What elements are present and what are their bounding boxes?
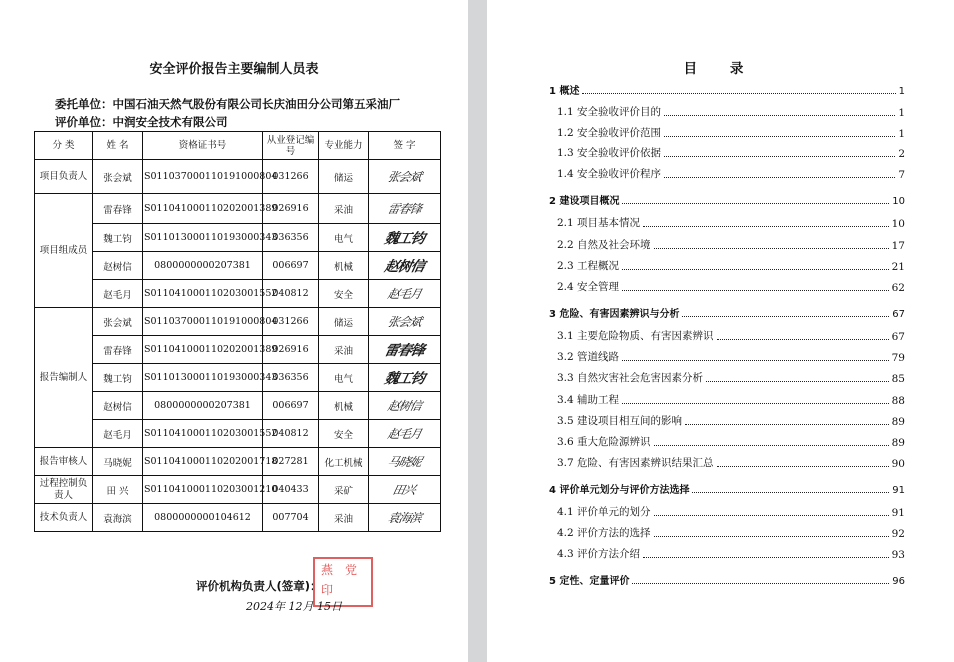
toc-entry-page: 89	[891, 437, 905, 449]
toc-entry	[549, 81, 905, 97]
toc-entry-label: 3.2 管道线路	[557, 351, 620, 363]
toc-entry-page: 85	[891, 373, 905, 385]
cert-cell: S011037000110191000804	[143, 160, 263, 194]
toc-entry-label: 3.1 主要危险物质、有害因素辨识	[557, 330, 714, 342]
handwritten-signature: 赵毛月	[386, 287, 423, 301]
handwritten-signature: 赵树信	[386, 399, 423, 413]
toc-entry-page: 96	[892, 576, 905, 587]
handwritten-signature: 田兴	[391, 483, 417, 497]
toc-entry-page: 62	[891, 282, 905, 294]
cert-cell: 0800000000207381	[143, 252, 263, 280]
toc-entry-label: 5 定性、定量评价	[549, 576, 630, 587]
toc-entry	[557, 454, 905, 470]
skill-cell: 安全	[319, 420, 369, 448]
right-document-page	[487, 0, 954, 662]
signature-cell	[369, 252, 441, 280]
toc-entry-page: 67	[891, 331, 905, 343]
reg-cell: 031266	[263, 160, 319, 194]
handwritten-signature: 雷春锋	[383, 342, 426, 359]
cert-cell: S011041000110202001389	[143, 194, 263, 224]
name-cell: 赵树信	[93, 392, 143, 420]
signature-cell	[369, 420, 441, 448]
table-row	[35, 504, 441, 532]
toc-entry-label: 3.5 建设项目相互间的影响	[557, 415, 683, 427]
reg-cell: 026916	[263, 194, 319, 224]
cert-cell: S011041000110202001718	[143, 448, 263, 476]
reg-cell: 007704	[263, 504, 319, 532]
toc-entry	[557, 278, 905, 294]
reg-cell: 036356	[263, 224, 319, 252]
staff-table	[34, 131, 441, 532]
table-row	[35, 160, 441, 194]
handwritten-signature: 赵毛月	[386, 427, 423, 441]
skill-cell: 化工机械	[319, 448, 369, 476]
toc-leader-dots	[622, 403, 889, 404]
category-cell: 报告编制人	[35, 308, 93, 448]
cert-cell: S011013000110193000343	[143, 364, 263, 392]
signature-cell	[369, 160, 441, 194]
toc-leader-dots	[654, 536, 889, 537]
toc-leader-dots	[654, 248, 889, 249]
toc-entry-label: 1.3 安全验收评价依据	[557, 147, 662, 159]
signature-cell	[369, 476, 441, 504]
toc-entry-label: 4.1 评价单元的划分	[557, 506, 651, 518]
toc-entry-label: 2 建设项目概况	[549, 196, 620, 207]
cert-cell: 0800000000104612	[143, 504, 263, 532]
toc-leader-dots	[582, 93, 895, 94]
skill-cell: 储运	[319, 308, 369, 336]
toc-entry-page: 92	[891, 528, 905, 540]
toc-leader-dots	[622, 203, 889, 204]
toc-entry	[557, 236, 905, 252]
client-unit: 委托单位：中国石油天然气股份有限公司长庆油田分公司第五采油厂	[55, 97, 400, 111]
toc-entry-label: 1.1 安全验收评价目的	[557, 106, 662, 118]
skill-cell: 采油	[319, 504, 369, 532]
signature-cell	[369, 336, 441, 364]
toc-leader-dots	[622, 269, 889, 270]
responsible-person-label: 评价机构负责人(签章)：	[196, 579, 322, 593]
toc-leader-dots	[664, 156, 895, 157]
header-cert: 资格证书号	[143, 132, 263, 160]
seal-char: 印	[321, 583, 334, 597]
toc-leader-dots	[664, 136, 895, 137]
toc-entry-label: 3.7 危险、有害因素辨识结果汇总	[557, 457, 714, 469]
toc-leader-dots	[717, 466, 889, 467]
table-row	[35, 194, 441, 224]
cert-cell: S011037000110191000804	[143, 308, 263, 336]
toc-entry	[549, 571, 905, 587]
skill-cell: 安全	[319, 280, 369, 308]
toc-entry-page: 79	[891, 352, 905, 364]
toc-entry-page: 17	[891, 240, 905, 252]
toc-entry-label: 3.3 自然灾害社会危害因素分析	[557, 372, 704, 384]
name-cell: 赵毛月	[93, 420, 143, 448]
toc-entry-page: 1	[898, 107, 905, 119]
skill-cell: 储运	[319, 160, 369, 194]
reg-cell: 026916	[263, 336, 319, 364]
toc-leader-dots	[682, 316, 889, 317]
toc-entry-label: 2.4 安全管理	[557, 281, 620, 293]
toc-entry	[557, 257, 905, 273]
cert-cell: S011041000110203001552	[143, 420, 263, 448]
toc-entry	[557, 124, 905, 140]
handwritten-signature: 魏工钧	[383, 230, 426, 247]
reg-cell: 006697	[263, 392, 319, 420]
toc-entry	[557, 165, 905, 181]
toc-entry-page: 1	[898, 86, 905, 97]
name-cell: 张会斌	[93, 308, 143, 336]
toc-entry-page: 93	[891, 549, 905, 561]
cert-cell: S011041000110203001552	[143, 280, 263, 308]
toc-entry-label: 4.2 评价方法的选择	[557, 527, 651, 539]
reg-cell: 031266	[263, 308, 319, 336]
left-document-page	[0, 0, 468, 662]
toc-leader-dots	[717, 339, 889, 340]
handwritten-signature: 魏工钧	[383, 370, 426, 387]
toc-entry-label: 4.3 评价方法介绍	[557, 548, 641, 560]
toc-leader-dots	[654, 515, 889, 516]
header-skill: 专业能力	[319, 132, 369, 160]
reg-cell: 027281	[263, 448, 319, 476]
toc-entry	[549, 191, 905, 207]
name-cell: 赵树信	[93, 252, 143, 280]
skill-cell: 采矿	[319, 476, 369, 504]
toc-leader-dots	[692, 492, 889, 493]
toc-leader-dots	[632, 583, 889, 584]
table-row	[35, 364, 441, 392]
toc-entry	[557, 433, 905, 449]
toc-entry-page: 90	[891, 458, 905, 470]
name-cell: 马晓妮	[93, 448, 143, 476]
skill-cell: 电气	[319, 364, 369, 392]
toc-leader-dots	[643, 226, 889, 227]
toc-entry-label: 1 概述	[549, 86, 580, 97]
name-cell: 雷春锋	[93, 194, 143, 224]
table-row	[35, 224, 441, 252]
name-cell: 田 兴	[93, 476, 143, 504]
toc-entry	[557, 412, 905, 428]
table-row	[35, 476, 441, 504]
evaluation-unit: 评价单位：中润安全技术有限公司	[55, 115, 228, 129]
handwritten-signature: 雷春锋	[386, 202, 423, 216]
name-cell: 张会斌	[93, 160, 143, 194]
category-cell: 项目负责人	[35, 160, 93, 194]
toc-entry-label: 3.6 重大危险源辨识	[557, 436, 651, 448]
toc-entry-page: 91	[892, 485, 905, 496]
table-row	[35, 308, 441, 336]
toc-entry	[557, 144, 905, 160]
table-row	[35, 420, 441, 448]
cert-cell: S011041000110203001210	[143, 476, 263, 504]
skill-cell: 采油	[319, 336, 369, 364]
name-cell: 赵毛月	[93, 280, 143, 308]
toc-entry	[557, 524, 905, 540]
toc-entry	[557, 327, 905, 343]
toc-leader-dots	[706, 381, 889, 382]
toc-entry	[557, 369, 905, 385]
sign-date: 2024年 12月 15日	[246, 600, 342, 613]
toc-entry-page: 10	[891, 218, 905, 230]
reg-cell: 040812	[263, 420, 319, 448]
toc-entry	[557, 391, 905, 407]
table-row	[35, 280, 441, 308]
name-cell: 雷春锋	[93, 336, 143, 364]
toc-leader-dots	[622, 290, 889, 291]
toc-entry-page: 7	[898, 169, 905, 181]
toc-entry-page: 67	[892, 309, 905, 320]
toc-entry	[557, 503, 905, 519]
toc-entry	[557, 545, 905, 561]
toc-leader-dots	[685, 424, 889, 425]
toc-entry-label: 1.2 安全验收评价范围	[557, 127, 662, 139]
signature-cell	[369, 364, 441, 392]
cert-cell: S011013000110193000343	[143, 224, 263, 252]
toc-entry-label: 3 危险、有害因素辨识与分析	[549, 309, 680, 320]
header-name: 姓 名	[93, 132, 143, 160]
table-row	[35, 252, 441, 280]
signature-cell	[369, 504, 441, 532]
seal-char: 党	[345, 563, 358, 577]
signature-cell	[369, 308, 441, 336]
toc-entry	[549, 304, 905, 320]
name-cell: 魏工钧	[93, 364, 143, 392]
toc-leader-dots	[643, 557, 889, 558]
handwritten-signature: 张会斌	[386, 170, 423, 184]
toc-entry	[557, 103, 905, 119]
toc-entry-page: 2	[898, 148, 905, 160]
toc-entry-label: 4 评价单元划分与评价方法选择	[549, 485, 690, 496]
category-cell: 报告审核人	[35, 448, 93, 476]
toc-entry	[549, 480, 905, 496]
handwritten-signature: 袁海滨	[386, 511, 423, 525]
table-row	[35, 448, 441, 476]
toc-entry-page: 88	[891, 395, 905, 407]
toc-entry-label: 2.3 工程概况	[557, 260, 620, 272]
toc-title: 目 录	[683, 61, 758, 77]
skill-cell: 采油	[319, 194, 369, 224]
toc-entry-label: 2.1 项目基本情况	[557, 217, 641, 229]
toc-entry-page: 1	[898, 128, 905, 140]
header-category: 分 类	[35, 132, 93, 160]
handwritten-signature: 赵树信	[383, 258, 426, 275]
reg-cell: 006697	[263, 252, 319, 280]
toc-entry-page: 10	[892, 196, 905, 207]
category-cell: 过程控制负责人	[35, 476, 93, 504]
toc-leader-dots	[664, 115, 895, 116]
toc-entry-label: 1.4 安全验收评价程序	[557, 168, 662, 180]
table-row	[35, 336, 441, 364]
toc-leader-dots	[654, 445, 889, 446]
toc-entry-label: 2.2 自然及社会环境	[557, 239, 651, 251]
skill-cell: 机械	[319, 252, 369, 280]
handwritten-signature: 张会斌	[386, 315, 423, 329]
toc-entry-page: 89	[891, 416, 905, 428]
header-signature: 签 字	[369, 132, 441, 160]
seal-char: 燕	[321, 563, 334, 577]
toc-entry	[557, 348, 905, 364]
reg-cell: 040812	[263, 280, 319, 308]
signature-cell	[369, 194, 441, 224]
skill-cell: 电气	[319, 224, 369, 252]
cert-cell: 0800000000207381	[143, 392, 263, 420]
skill-cell: 机械	[319, 392, 369, 420]
name-cell: 魏工钧	[93, 224, 143, 252]
toc-leader-dots	[622, 360, 889, 361]
toc-entry-page: 91	[891, 507, 905, 519]
signature-cell	[369, 280, 441, 308]
toc-entry-page: 21	[891, 261, 905, 273]
staff-table-title: 安全评价报告主要编制人员表	[149, 62, 319, 77]
toc-entry-label: 3.4 辅助工程	[557, 394, 620, 406]
reg-cell: 040433	[263, 476, 319, 504]
name-cell: 袁海滨	[93, 504, 143, 532]
handwritten-signature: 马晓妮	[386, 455, 423, 469]
table-row	[35, 392, 441, 420]
category-cell: 技术负责人	[35, 504, 93, 532]
category-cell: 项目组成员	[35, 194, 93, 308]
signature-cell	[369, 448, 441, 476]
signature-cell	[369, 392, 441, 420]
toc-leader-dots	[664, 177, 895, 178]
signature-cell	[369, 224, 441, 252]
toc-entry	[557, 214, 905, 230]
reg-cell: 036356	[263, 364, 319, 392]
cert-cell: S011041000110202001389	[143, 336, 263, 364]
header-reg: 从业登记编号	[263, 132, 319, 160]
